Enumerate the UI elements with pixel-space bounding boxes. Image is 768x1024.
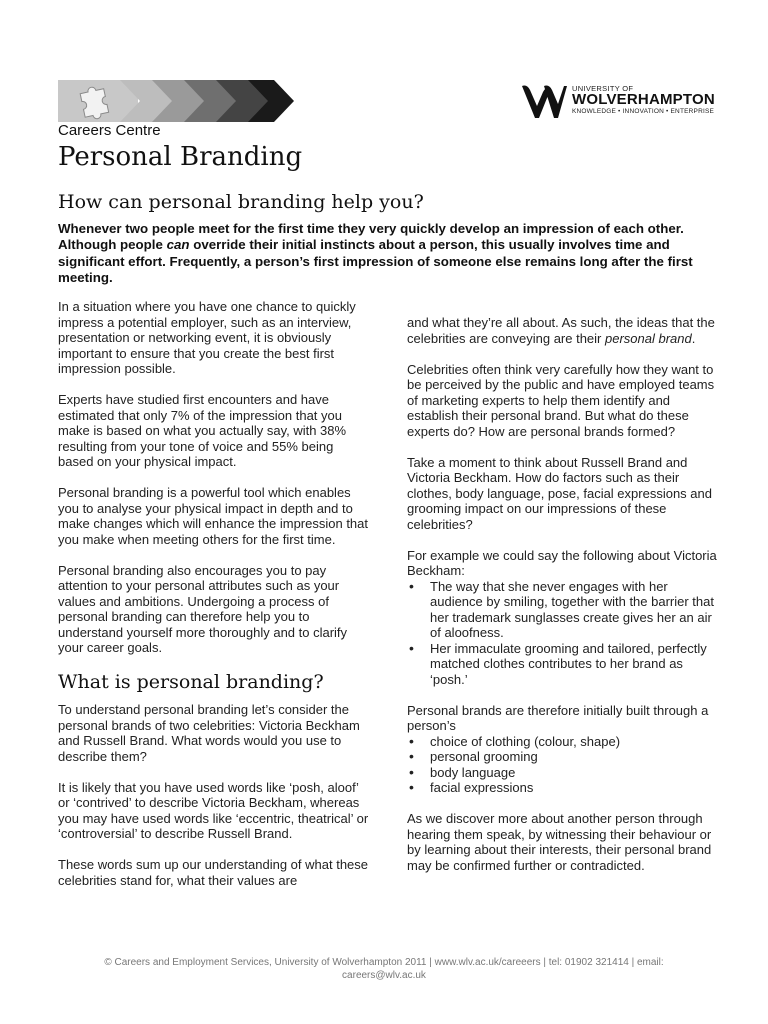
logo-wolverhampton: WOLVERHAMPTON [572, 91, 715, 108]
left-column [58, 299, 370, 904]
logo-university-of: UNIVERSITY OF [572, 84, 634, 93]
intro-emphasis: can [166, 237, 190, 253]
list-item: • body language [407, 765, 719, 781]
university-crest-icon [520, 80, 568, 122]
list-item: • The way that she never engages with her audience by smiling, together with the barrier that her trademark sunglasses create gives her an air of aloofness. [407, 579, 719, 641]
list-item: • personal grooming [407, 749, 719, 765]
list-item: • facial expressions [407, 780, 719, 796]
col1-paragraph-1: In a situation where you have one chance to quickly impress a potential employer, such as an interview, presentation or networking event, it is obviously important to ensure that you create the best first impression possible. [58, 299, 356, 376]
col1-paragraph-5: To understand personal branding let’s consider the personal brands of two celebrities: Victoria Beckham and Russell Brand. What words would you use to describe them? [58, 702, 360, 764]
careers-centre-label: Careers Centre [58, 122, 161, 139]
list-item: • Her immaculate grooming and tailored, perfectly matched clothes contributes to her brand as ‘posh.’ [407, 641, 719, 688]
brand-factors-list [407, 734, 719, 796]
col1-paragraph-4: Personal branding also encourages you to pay attention to your personal attributes such as your values and ambitions. Undergoing a process of personal branding can therefore help you to understand yourself more thoroughly and to clarify your career goals. [58, 562, 348, 655]
col2-paragraph-1 [407, 315, 719, 346]
col1-paragraph-6: It is likely that you have used words like ‘posh, aloof’ or ‘contrived’ to describe Victoria Beckham, whereas you may have used words like ‘eccentric, theatrical’ or ‘controversial’ to describe Russell Brand. [58, 779, 369, 841]
footer-line-1: © Careers and Employment Services, University of Wolverhampton 2011 | www.wlv.ac.uk/careeers | tel: 01902 321414 | email: [104, 957, 664, 968]
page-title: Personal Branding [58, 142, 303, 172]
beckham-bullet-list [407, 579, 719, 688]
section-title-what-is: What is personal branding? [58, 671, 324, 693]
university-logo [520, 80, 715, 122]
col2-paragraph-2: Celebrities often think very carefully how they want to be perceived by the public and have employed teams of marketing experts to help them identify and establish their personal brand. But what do these experts do? How are personal brands formed? [407, 361, 715, 439]
intro-text-2: override their initial instincts about a person, this usually involves time and significant effort. Frequently, a person’s first impression of someone else remains long after the first meeting. [58, 237, 693, 285]
list-item: • choice of clothing (colour, shape) [407, 734, 719, 750]
col1-paragraph-2: Experts have studied first encounters and have estimated that only 7% of the impression that you make is based on what you actually say, with 38% resulting from your tone of voice and 55% being based on your physical impact. [58, 392, 347, 469]
logo-tagline: KNOWLEDGE • INNOVATION • ENTERPRISE [572, 108, 715, 115]
col2-paragraph-3: Take a moment to think about Russell Brand and Victoria Beckham. How do factors such as their clothes, body language, pose, facial expressions and grooming impact on our impressions of these celebrities? [407, 454, 712, 532]
intro-paragraph [58, 221, 718, 286]
right-column [407, 315, 719, 889]
col1-paragraph-3: Personal branding is a powerful tool which enables you to analyse your physical impact in depth and to make changes which will enhance the impression that you make when meeting others for the first time. [58, 485, 369, 547]
col2-p1-text: and what they’re all about. As such, the ideas that the celebrities are conveying are their [407, 315, 715, 346]
col1-paragraph-7: These words sum up our understanding of what these celebrities stand for, what their values are [58, 857, 369, 888]
col2-p1-end: . [691, 330, 696, 346]
personal-brand-emphasis: personal brand [605, 330, 692, 346]
page-subtitle: How can personal branding help you? [58, 191, 424, 213]
footer-line-2: careers@wlv.ac.uk [342, 970, 426, 981]
page-footer [90, 956, 678, 982]
col2-paragraph-5: Personal brands are therefore initially built through a person’s [407, 702, 709, 733]
col2-paragraph-4: For example we could say the following about Victoria Beckham: [407, 547, 717, 578]
col2-paragraph-6: As we discover more about another person through hearing them speak, by witnessing their behaviour or by learning about their interests, their personal brand may be confirmed further or contradicted. [407, 811, 712, 873]
intro-text-1: Whenever two people meet for the first time they very quickly develop an impression of each other. Although people [58, 221, 684, 253]
chevron-banner-graphic [58, 80, 294, 122]
header-banner [58, 80, 294, 122]
